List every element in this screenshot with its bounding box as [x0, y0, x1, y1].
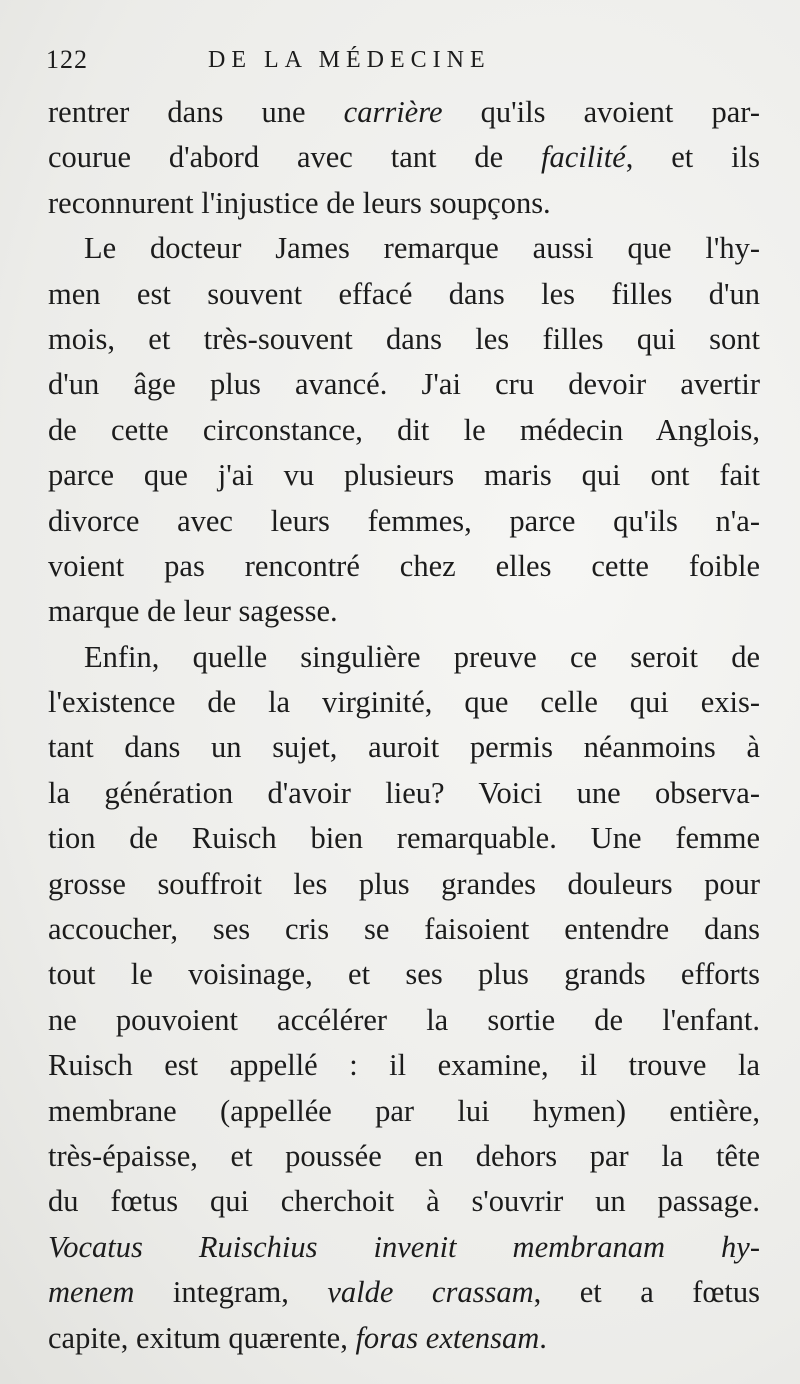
italic-segment: Vocatus Ruischius invenit membranam hy- — [48, 1229, 760, 1264]
page-number: 122 — [46, 45, 88, 74]
text-line — [48, 1179, 760, 1224]
text-segment: men est souvent effacé dans les filles d'un — [48, 276, 760, 311]
italic-segment: valde crassam — [327, 1275, 534, 1310]
text-line — [48, 862, 760, 907]
text-line — [48, 453, 760, 498]
text-segment: grosse souffroit les plus grandes douleurs pour — [48, 866, 760, 901]
text-line — [48, 362, 760, 407]
text-line — [48, 135, 760, 180]
text-line — [48, 544, 760, 589]
text-segment: du fœtus qui cherchoit à s'ouvrir un passage. — [48, 1184, 760, 1219]
text-line — [48, 181, 760, 226]
text-line — [48, 1270, 760, 1315]
text-segment: integram, — [134, 1275, 328, 1310]
text-line — [48, 1134, 760, 1179]
text-segment: ne pouvoient accélérer la sortie de l'enfant. — [48, 1002, 760, 1037]
running-head: DE LA MÉDECINE — [208, 47, 491, 73]
text-segment: Ruisch est appellé : il examine, il trouve la — [48, 1048, 760, 1083]
text-line — [48, 226, 760, 271]
text-line — [48, 771, 760, 816]
text-segment: tout le voisinage, et ses plus grands efforts — [48, 957, 760, 992]
text-line — [48, 998, 760, 1043]
text-segment: courue d'abord avec tant de — [48, 140, 542, 175]
text-segment: très-épaisse, et poussée en dehors par la tête — [48, 1138, 760, 1173]
text-segment: divorce avec leurs femmes, parce qu'ils n'a- — [48, 503, 760, 538]
text-segment: la génération d'avoir lieu? Voici une observa- — [48, 775, 760, 810]
text-segment: Enfin, quelle singulière preuve ce seroit de — [84, 639, 760, 674]
page-header — [46, 42, 766, 82]
text-segment: Le docteur James remarque aussi que l'hy- — [84, 231, 760, 266]
italic-segment: menem — [48, 1275, 135, 1310]
text-segment: parce que j'ai vu plusieurs maris qui ont fait — [48, 458, 760, 493]
text-segment: tant dans un sujet, auroit permis néanmoins à — [48, 730, 760, 765]
italic-segment: facilité — [541, 140, 626, 175]
text-segment: d'un âge plus avancé. J'ai cru devoir avertir — [48, 367, 760, 402]
text-segment: l'existence de la virginité, que celle qui exis- — [48, 685, 760, 720]
text-line — [48, 1316, 760, 1361]
text-segment: accoucher, ses cris se faisoient entendre dans — [48, 912, 760, 947]
text-segment: , et a fœtus — [533, 1275, 760, 1310]
text-segment: capite, exitum quærente, — [48, 1320, 356, 1355]
text-line — [48, 952, 760, 997]
text-line — [48, 1043, 760, 1088]
text-segment: rentrer dans une — [48, 95, 344, 129]
body-text — [48, 90, 760, 1361]
text-line — [48, 816, 760, 861]
text-segment: voient pas rencontré chez elles cette foible — [48, 548, 760, 583]
text-line — [48, 317, 760, 362]
italic-segment: carrière — [343, 95, 443, 129]
text-line — [48, 589, 760, 634]
text-line — [48, 1089, 760, 1134]
text-line — [48, 680, 760, 725]
text-segment: tion de Ruisch bien remarquable. Une femme — [48, 821, 760, 856]
text-line — [48, 1225, 760, 1270]
text-line — [48, 272, 760, 317]
text-segment: qu'ils avoient par- — [442, 95, 760, 129]
italic-segment: foras extensam — [355, 1320, 540, 1355]
text-segment: marque de leur sagesse. — [48, 594, 338, 629]
text-segment: membrane (appellée par lui hymen) entière, — [48, 1093, 760, 1128]
text-line — [48, 907, 760, 952]
text-line — [48, 635, 760, 680]
text-segment: reconnurent l'injustice de leurs soupçons. — [48, 185, 551, 220]
text-line — [48, 408, 760, 453]
text-segment: , et ils — [625, 140, 760, 175]
text-line — [48, 725, 760, 770]
text-line — [48, 499, 760, 544]
text-segment: de cette circonstance, dit le médecin Anglois, — [48, 412, 760, 447]
text-segment: mois, et très-souvent dans les filles qui sont — [48, 321, 760, 356]
text-line — [48, 90, 760, 135]
text-segment: . — [539, 1320, 547, 1355]
